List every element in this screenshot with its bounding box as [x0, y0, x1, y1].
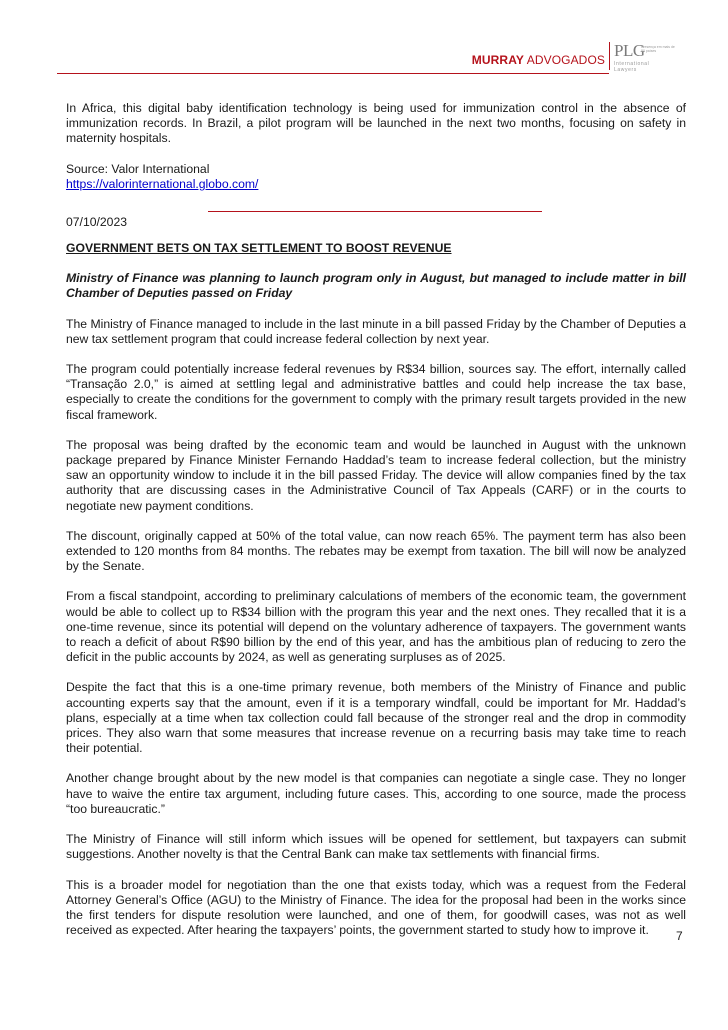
firm-name-rest: ADVOGADOS: [523, 53, 605, 67]
article-paragraph: The Ministry of Finance managed to include in the last minute in a bill passed Friday by the Chamber of Deputies a new tax settlement program that could increase federal collection by next year.: [66, 316, 686, 346]
logo-subtitle: International Lawyers: [614, 61, 650, 73]
article-date: 07/10/2023: [66, 215, 127, 229]
logo-separator: [609, 42, 610, 70]
article: [66, 241, 686, 953]
header-rule: [57, 73, 609, 74]
logo-small-text: Presença em mais de 80 países: [641, 45, 675, 53]
article-paragraph: This is a broader model for negotiation than the one that exists today, which was a request from the Federal Attorney General’s Office (AGU) to the Ministry of Finance. The idea for the proposal had been in the works since the first tenders for dispute resolution were launched, and one of them, for goodwill cases, was not as well received as expected. After hearing the taxpayers’ points, the government started to study how to improve it.: [66, 877, 686, 938]
article-paragraph: Another change brought about by the new model is that companies can negotiate a single case. They no longer have to waive the entire tax argument, including future cases. This, according to one source, made the process “too bureaucratic.”: [66, 771, 686, 816]
intro-paragraph: In Africa, this digital baby identification technology is being used for immunization control in the absence of immunization records. In Brazil, a pilot program will be launched in the next two months, focusing on safety in maternity hospitals.: [66, 101, 686, 146]
article-paragraph: The proposal was being drafted by the economic team and would be launched in August with the unknown package prepared by Finance Minister Fernando Haddad’s team to increase federal collection, but the ministry saw an opportunity window to include it in the bill passed Friday. The device will allow companies fined by the tax authority that are discussing cases in the Administrative Council of Tax Appeals (CARF) or in the courts to negotiate new payment conditions.: [66, 437, 686, 513]
firm-name-bold: MURRAY: [471, 53, 524, 67]
article-headline: GOVERNMENT BETS ON TAX SETTLEMENT TO BOOST REVENUE: [66, 241, 452, 255]
logo-mark: PLG: [614, 41, 645, 60]
source-label: Source: Valor International: [66, 161, 210, 176]
article-subheadline: Ministry of Finance was planning to launch program only in August, but managed to include matter in bill Chamber of Deputies passed on Friday: [66, 271, 686, 301]
article-paragraph: Despite the fact that this is a one-time primary revenue, both members of the Ministry of Finance and public accounting experts say that the amount, even if it is a temporary windfall, could be important for Mr. Haddad’s plans, especially at a time when tax collection could fall because of the stronger real and the drop in commodity prices. They also warn that some measures that increase revenue on a recurring basis may take time to reach their potential.: [66, 680, 686, 756]
page-number: 7: [676, 929, 683, 943]
plg-logo: [614, 41, 675, 73]
article-paragraph: The discount, originally capped at 50% of the total value, can now reach 65%. The payment term has also been extended to 120 months from 84 months. The rebates may be exempt from taxation. The bill will now be analyzed by the Senate.: [66, 528, 686, 574]
article-paragraph: From a fiscal standpoint, according to preliminary calculations of members of the economic team, the government would be able to collect up to R$34 billion with the program this year and the next ones. They recalled that it is a one-time revenue, since its potential will depend on the voluntary adherence of taxpayers. The government wants to reach a deficit of about R$90 billion by the end of this year, and has the ambitious plan of reducing to zero the deficit in the public accounts by 2024, as well as generating surpluses as of 2025.: [66, 589, 686, 665]
firm-name: [472, 53, 605, 67]
article-paragraph: The Ministry of Finance will still inform which issues will be opened for settlement, but taxpayers can submit suggestions. Another novelty is that the Central Bank can make tax settlements with financial firms.: [66, 832, 686, 862]
section-divider: [208, 211, 542, 212]
page-header: [0, 0, 728, 80]
source-link[interactable]: https://valorinternational.globo.com/: [66, 176, 259, 191]
intro-section: [66, 101, 686, 192]
article-paragraph: The program could potentially increase federal revenues by R$34 billion, sources say. The effort, internally called “Transação 2.0,” is aimed at settling legal and administrative battles and could help increase the tax base, especially to create the conditions for the government to comply with the primary result targets provided in the new fiscal framework.: [66, 362, 686, 422]
